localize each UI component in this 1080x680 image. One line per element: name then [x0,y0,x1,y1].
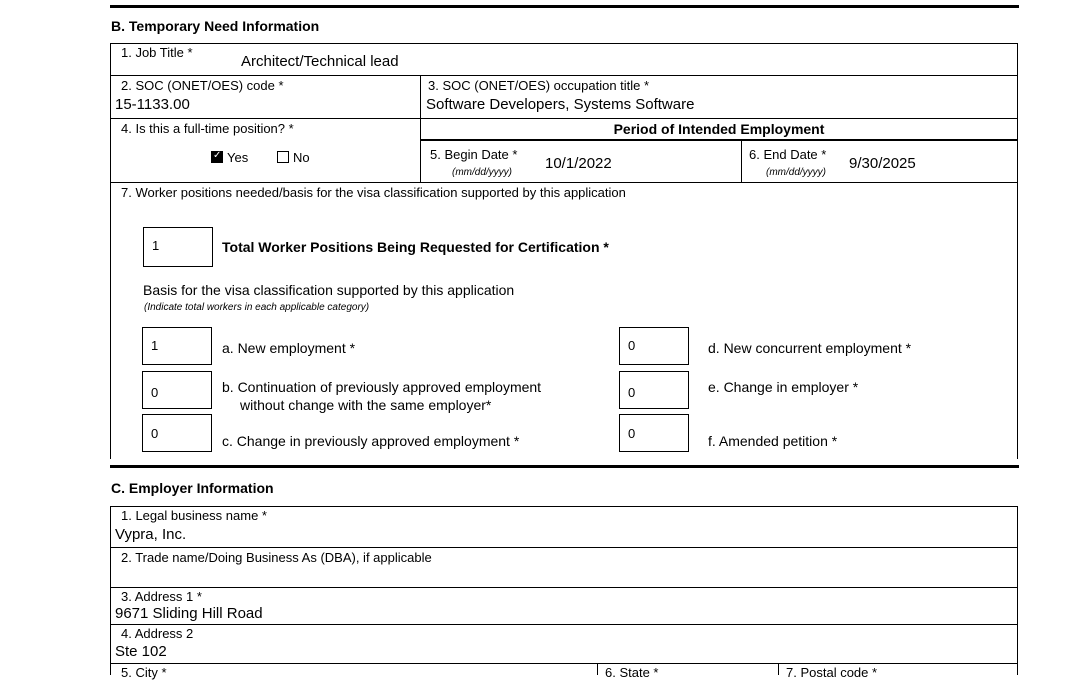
row-divider [110,587,1018,588]
column-divider [741,140,742,182]
soc-title-label: 3. SOC (ONET/OES) occupation title * [428,78,650,93]
row-divider [110,663,1018,664]
section-c-top-rule [110,465,1019,468]
address1-value: 9671 Sliding Hill Road [115,605,263,622]
section-b-title: B. Temporary Need Information [111,18,320,34]
begin-date-hint: (mm/dd/yyyy) [452,167,512,178]
address2-label: 4. Address 2 [121,626,194,641]
soc-code-value: 15-1133.00 [115,96,190,113]
end-date-hint: (mm/dd/yyyy) [766,167,826,178]
begin-date-value: 10/1/2022 [545,155,612,172]
new-employment-field[interactable]: 1 [142,327,212,365]
new-concurrent-label: d. New concurrent employment * [708,340,912,356]
new-employment-label: a. New employment * [222,340,356,356]
section-c-title: C. Employer Information [111,480,274,496]
amended-petition-label: f. Amended petition * [708,433,838,449]
row-divider [110,506,1018,507]
job-title-value: Architect/Technical lead [241,53,399,70]
city-label: 5. City * [121,665,167,680]
job-title-label: 1. Job Title * [121,45,193,60]
legal-name-value: Vypra, Inc. [115,526,187,543]
column-divider [597,663,598,675]
new-concurrent-field[interactable]: 0 [619,327,689,365]
fulltime-label: 4. Is this a full-time position? * [121,121,294,136]
row-divider [110,75,1018,76]
no-checkbox-icon[interactable] [277,151,289,163]
change-previous-field[interactable]: 0 [142,414,212,452]
legal-name-label: 1. Legal business name * [121,508,267,523]
trade-name-label: 2. Trade name/Doing Business As (DBA), if applicable [121,550,432,565]
row-divider [110,43,1018,44]
section-b-right-border [1017,43,1018,459]
column-divider [778,663,779,675]
worker-positions-label: 7. Worker positions needed/basis for the visa classification supported by this application [121,185,626,200]
begin-date-label: 5. Begin Date * [430,147,518,162]
continuation-field[interactable]: 0 [142,371,212,409]
row-divider [110,118,1018,119]
change-employer-field[interactable]: 0 [619,371,689,409]
row-divider [110,547,1018,548]
state-label: 6. State * [605,665,659,680]
section-c-left-border [110,506,111,675]
section-b-top-rule [110,5,1019,8]
basis-hint: (Indicate total workers in each applicable category) [144,302,370,313]
row-divider [110,182,1018,183]
address1-label: 3. Address 1 * [121,589,202,604]
no-label: No [293,150,310,165]
soc-code-label: 2. SOC (ONET/OES) code * [121,78,284,93]
column-divider [420,75,421,119]
amended-petition-field[interactable]: 0 [619,414,689,452]
end-date-value: 9/30/2025 [849,155,916,172]
period-header-rule [420,139,1018,141]
period-header: Period of Intended Employment [613,121,825,137]
section-c-right-border [1017,506,1018,675]
section-b-left-border [110,43,111,459]
change-previous-label: c. Change in previously approved employment * [222,433,520,449]
continuation-label-line1: b. Continuation of previously approved employment [222,379,542,395]
basis-label: Basis for the visa classification supported by this application [143,282,515,298]
address2-value: Ste 102 [115,643,167,660]
change-employer-label: e. Change in employer * [708,379,859,395]
fulltime-yes-option[interactable] [211,150,248,165]
total-positions-label: Total Worker Positions Being Requested for Certification * [222,239,609,255]
soc-title-value: Software Developers, Systems Software [426,96,695,113]
continuation-label-line2: without change with the same employer* [240,397,492,413]
yes-checkbox-checked-icon[interactable] [211,151,223,163]
postal-code-label: 7. Postal code * [786,665,878,680]
end-date-label: 6. End Date * [749,147,827,162]
total-positions-field[interactable]: 1 [143,227,213,267]
fulltime-no-option[interactable] [277,150,310,165]
yes-label: Yes [227,150,249,165]
row-divider [110,624,1018,625]
